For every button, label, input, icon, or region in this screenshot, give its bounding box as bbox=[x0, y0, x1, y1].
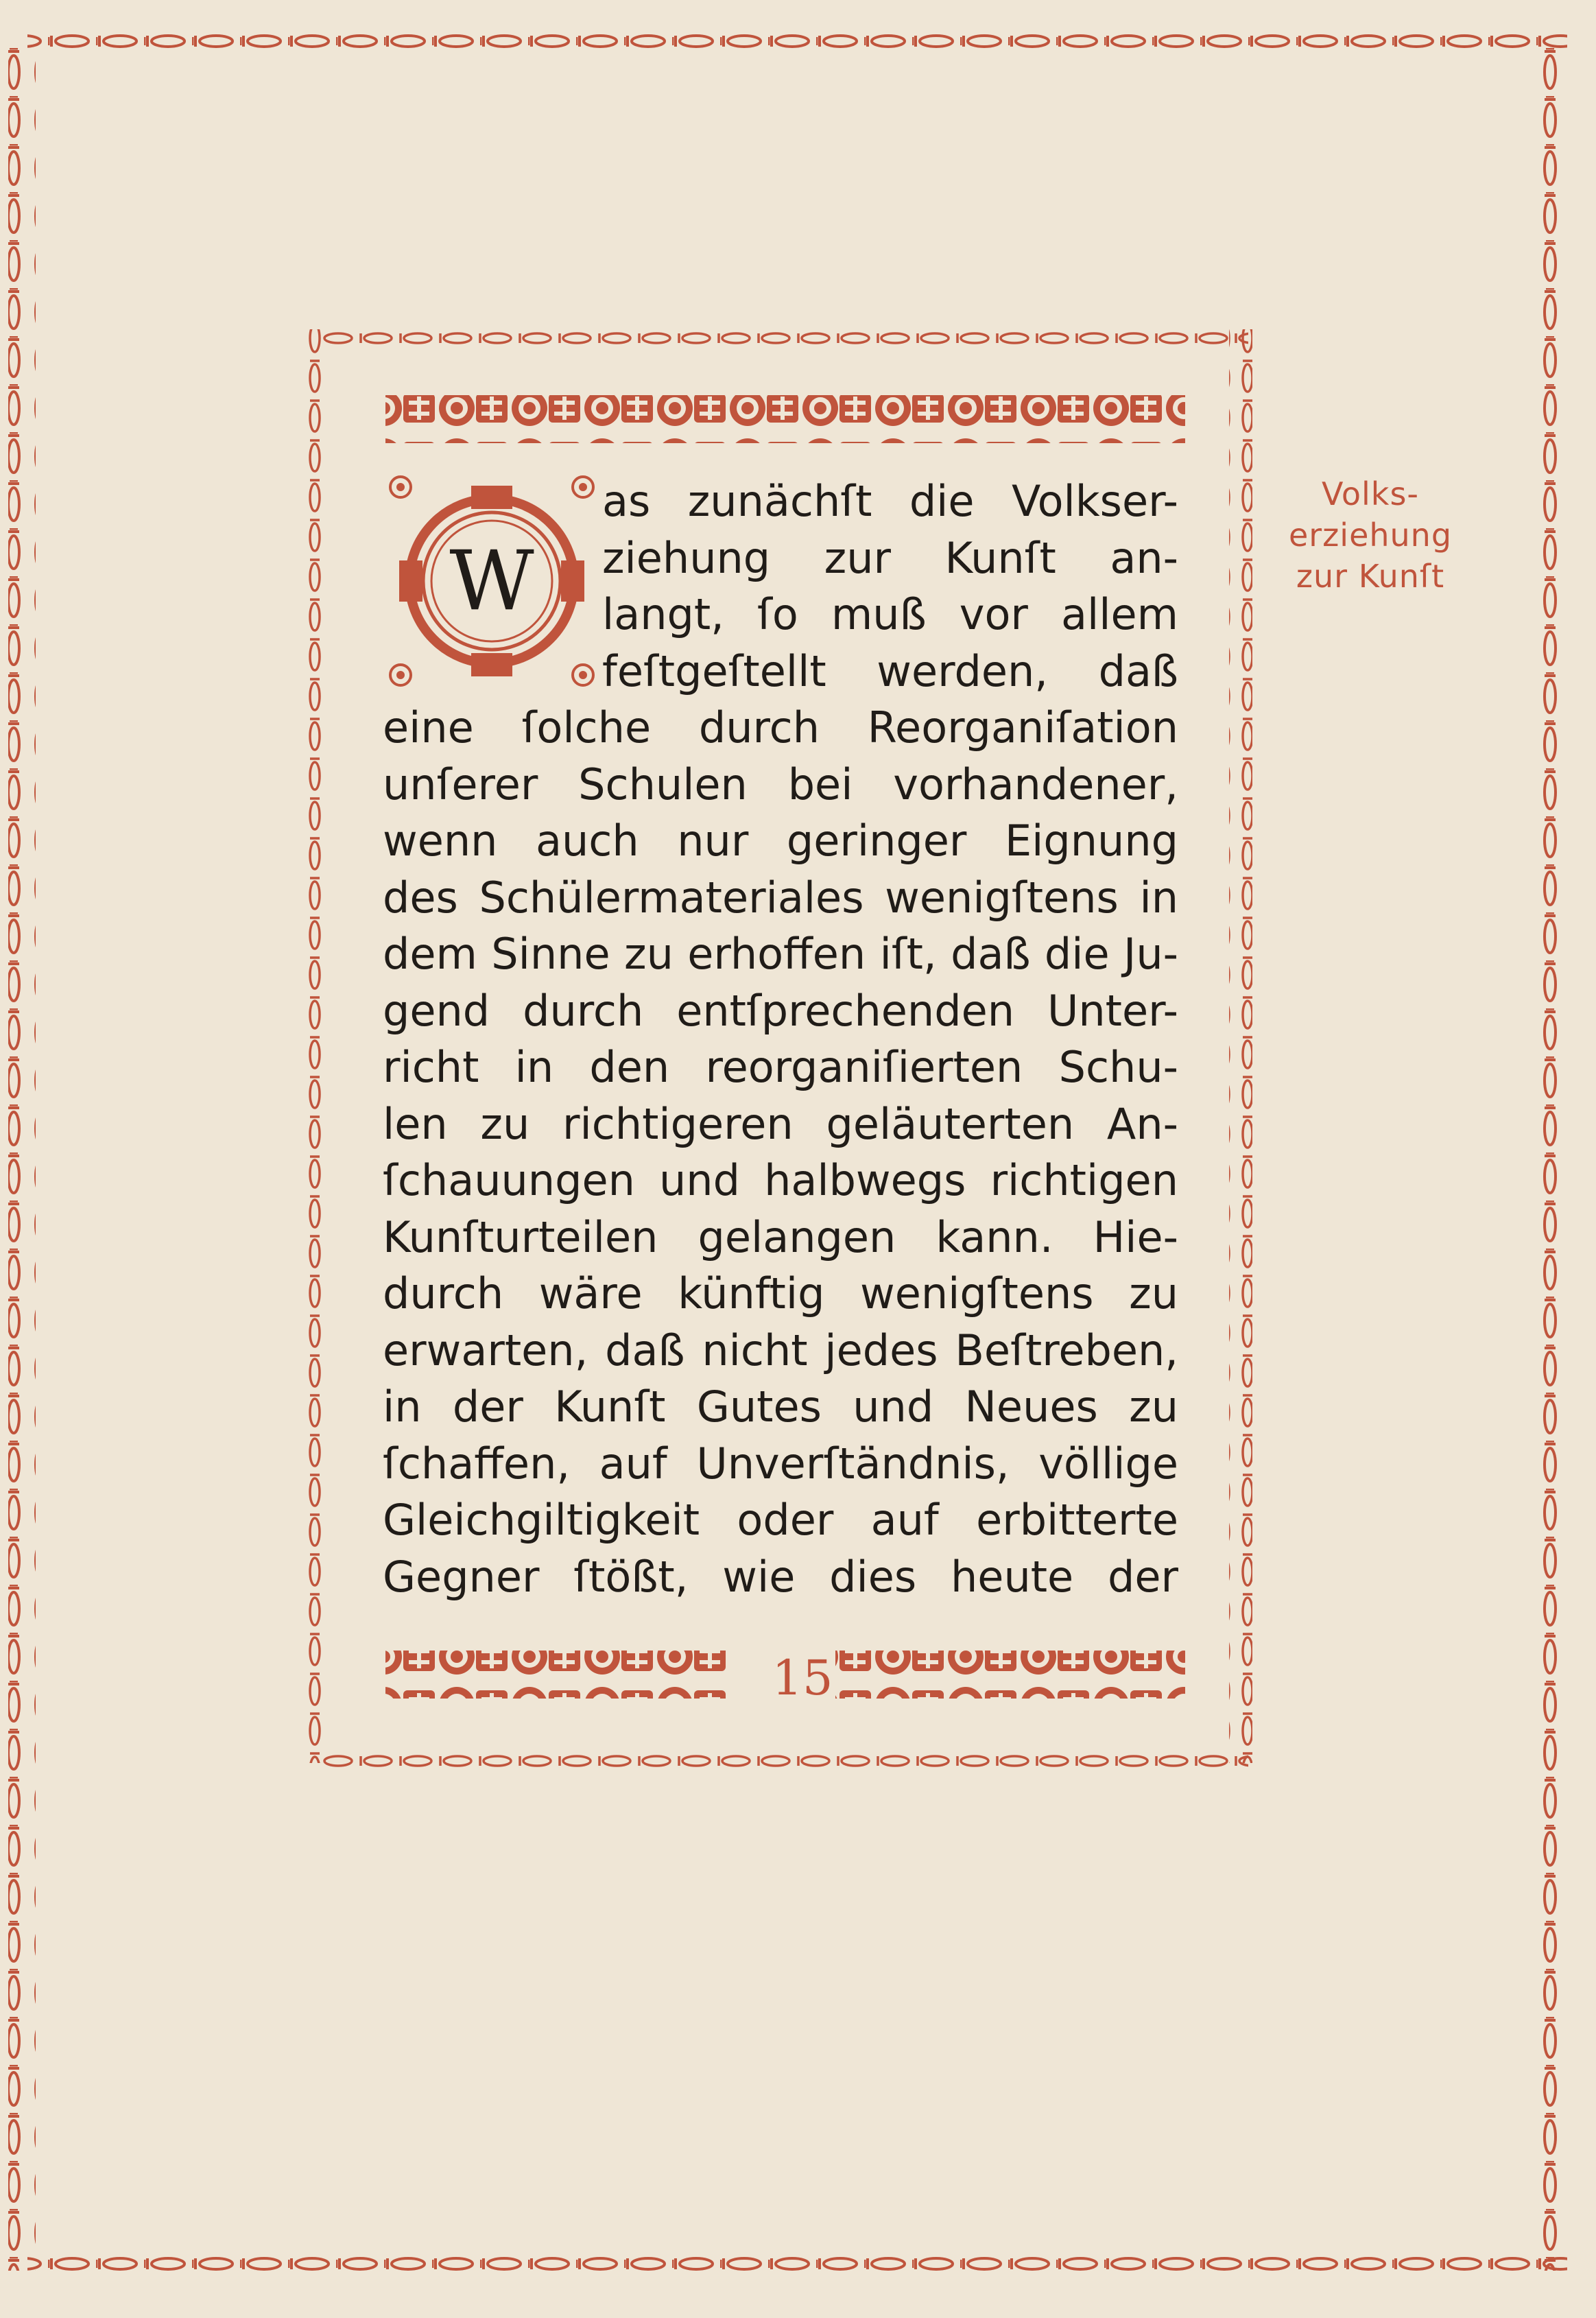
text-line: Kunſturteilen gelangen kann. Hie- bbox=[383, 1211, 1178, 1262]
margin-note bbox=[1267, 473, 1473, 597]
text-line: ſchaffen, auf Unverſtändnis, völlige bbox=[383, 1438, 1178, 1489]
text-line: durch wäre künftig wenigſtens zu bbox=[383, 1268, 1178, 1318]
text-line: Gegner ſtößt, wie dies heute der bbox=[383, 1551, 1178, 1602]
text-line: as zunächſt die Volkser- bbox=[602, 476, 1178, 526]
text-line: eine ſolche durch Reorganiſation bbox=[383, 702, 1178, 753]
text-line: ſchauungen und halbwegs richtigen bbox=[383, 1155, 1178, 1205]
text-line: feſtgeſtellt werden, daß bbox=[602, 646, 1178, 696]
text-line: erwarten, daß nicht jedes Beſtreben, bbox=[383, 1325, 1178, 1375]
text-line: gend durch entſprechenden Unter- bbox=[383, 985, 1178, 1036]
text-line: richt in den reorganiſierten Schu- bbox=[383, 1042, 1178, 1092]
margin-note-line: Volks- bbox=[1321, 475, 1420, 512]
text-line: len zu richtigeren geläuterten An- bbox=[383, 1098, 1178, 1149]
text-line: dem Sinne zu erhoffen iſt, daß die Ju- bbox=[383, 929, 1178, 979]
text-line: des Schülermateriales wenigſtens in bbox=[383, 872, 1178, 923]
text-line: Gleichgiltigkeit oder auf erbitterte bbox=[383, 1495, 1178, 1545]
text-line: wenn auch nur geringer Eignung bbox=[383, 816, 1178, 866]
initial-letter: W bbox=[449, 533, 534, 629]
text-line: langt, ſo muß vor allem bbox=[602, 589, 1178, 639]
text-line: ziehung zur Kunſt an- bbox=[602, 532, 1178, 583]
body-text bbox=[383, 473, 1178, 1605]
text-line: in der Kunſt Gutes und Neues zu bbox=[383, 1382, 1178, 1432]
margin-note-line: erziehung bbox=[1288, 517, 1453, 554]
text-line: unſerer Schulen bei vorhandener, bbox=[383, 759, 1178, 809]
margin-note-line: zur Kunſt bbox=[1296, 558, 1445, 595]
page-number: 15 bbox=[772, 1650, 833, 1706]
